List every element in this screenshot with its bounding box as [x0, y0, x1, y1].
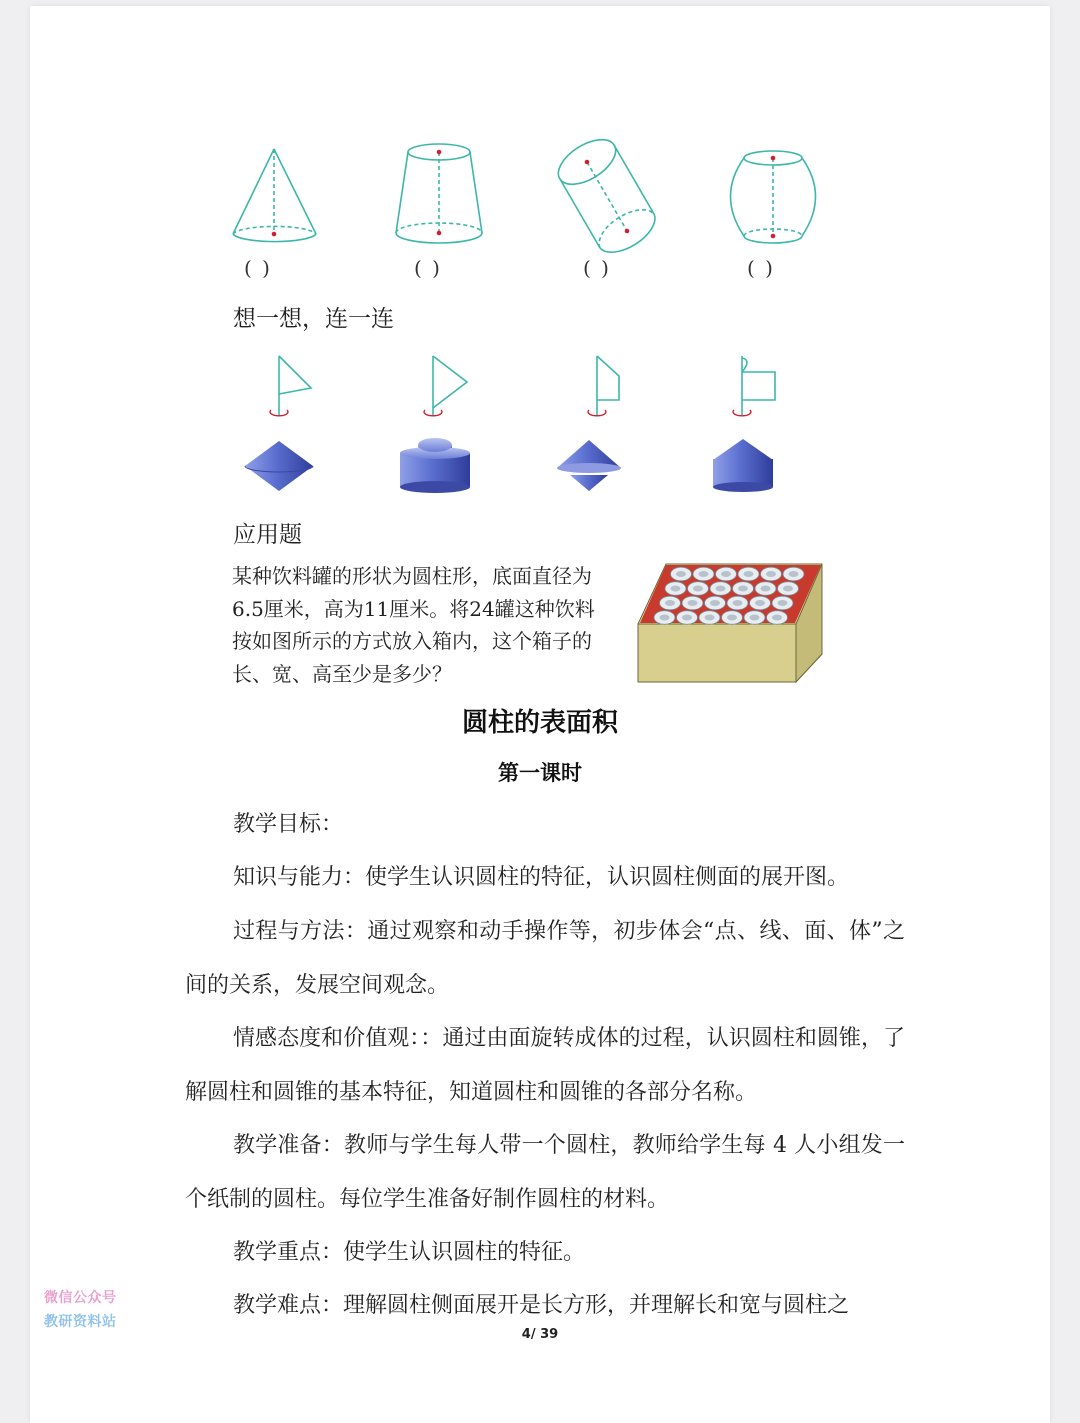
section-think-heading: 想一想，连一连 [233, 306, 394, 332]
can-tab [660, 615, 670, 621]
can-tab [789, 571, 799, 577]
paragraph-difficulty: 教学难点：理解圆柱侧面展开是长方形，并理解长和宽与圆柱之 [233, 1293, 850, 1318]
can-tab [755, 600, 765, 606]
can-tab [727, 615, 737, 621]
can-tab [671, 586, 681, 592]
flag-triangle-2 [433, 356, 467, 416]
flag-trapezoid [597, 356, 619, 416]
stacked-cones-solid [557, 440, 621, 491]
paragraph-attitude: 情感态度和价值观：：通过由面旋转成体的过程，认识圆柱和圆锥，了解圆柱和圆锥的基本特征，知道圆柱和圆锥的各部分名称。 [185, 1026, 905, 1105]
can-tab [676, 571, 686, 577]
can-tab [783, 586, 793, 592]
section-apply-heading: 应用题 [233, 522, 302, 548]
lesson-subtitle: 第一课时 [498, 761, 582, 785]
can-tab [750, 615, 760, 621]
can-tab [766, 571, 776, 577]
answer-blank-4: ( ) [747, 256, 775, 280]
barrel-outline [731, 151, 816, 243]
can-tab [665, 600, 675, 606]
frustum-outline [396, 144, 482, 243]
flag-rectangle [742, 356, 775, 416]
can-tab [716, 586, 726, 592]
problem-text: 某种饮料罐的形状为圆柱形，底面直径为6.5厘米，高为11厘米。将24罐这种饮料按如图所示的方式放入箱内，这个箱子的长、宽、高至少是多少？ [232, 564, 595, 686]
rotation-flags [255, 350, 795, 425]
flag-triangle-1 [279, 356, 311, 416]
solid-shapes [240, 433, 780, 495]
capped-cylinder-solid [400, 438, 470, 493]
answer-blank-3: ( ) [583, 256, 611, 280]
paragraph-knowledge: 知识与能力：使学生认识圆柱的特征，认识圆柱侧面的展开图。 [233, 865, 850, 890]
lesson-title: 圆柱的表面积 [461, 708, 618, 738]
can-tab [688, 600, 698, 606]
can-tab [744, 571, 754, 577]
can-tab [710, 600, 720, 606]
page-number: 4/ 39 [521, 1327, 559, 1342]
can-tab [778, 600, 788, 606]
paragraph-key-point: 教学重点：使学生认识圆柱的特征。 [233, 1240, 586, 1265]
box-of-cans-illustration [636, 560, 826, 684]
can-tab [761, 586, 771, 592]
answer-blank-1: ( ) [244, 256, 272, 280]
can-tab [721, 571, 731, 577]
paragraph-preparation: 教学准备：教师与学生每人带一个圆柱，教师给学生每 4 人小组发一个纸制的圆柱。每位学生准备好制作圆柱的材料。 [185, 1133, 905, 1212]
paragraph-goals: 教学目标： [233, 812, 344, 837]
can-tab [733, 600, 743, 606]
can-tab [738, 586, 748, 592]
paragraph-process: 过程与方法：通过观察和动手操作等，初步体会“点、线、面、体”之间的关系，发展空间观念。 [185, 919, 905, 998]
cone-cylinder-solid [713, 439, 773, 492]
answer-blank-2: ( ) [414, 256, 442, 280]
can-tab [699, 571, 709, 577]
watermark-line-2: 教研资料站 [44, 1314, 117, 1330]
can-tab [772, 615, 782, 621]
solid-outlines [215, 135, 835, 260]
double-cone-solid [245, 441, 313, 491]
can-tab [705, 615, 715, 621]
watermark-line-1: 微信公众号 [44, 1290, 117, 1306]
can-tab [682, 615, 692, 621]
tilted-cylinder-outline [551, 135, 655, 252]
cone-outline [233, 149, 316, 242]
can-tab [693, 586, 703, 592]
